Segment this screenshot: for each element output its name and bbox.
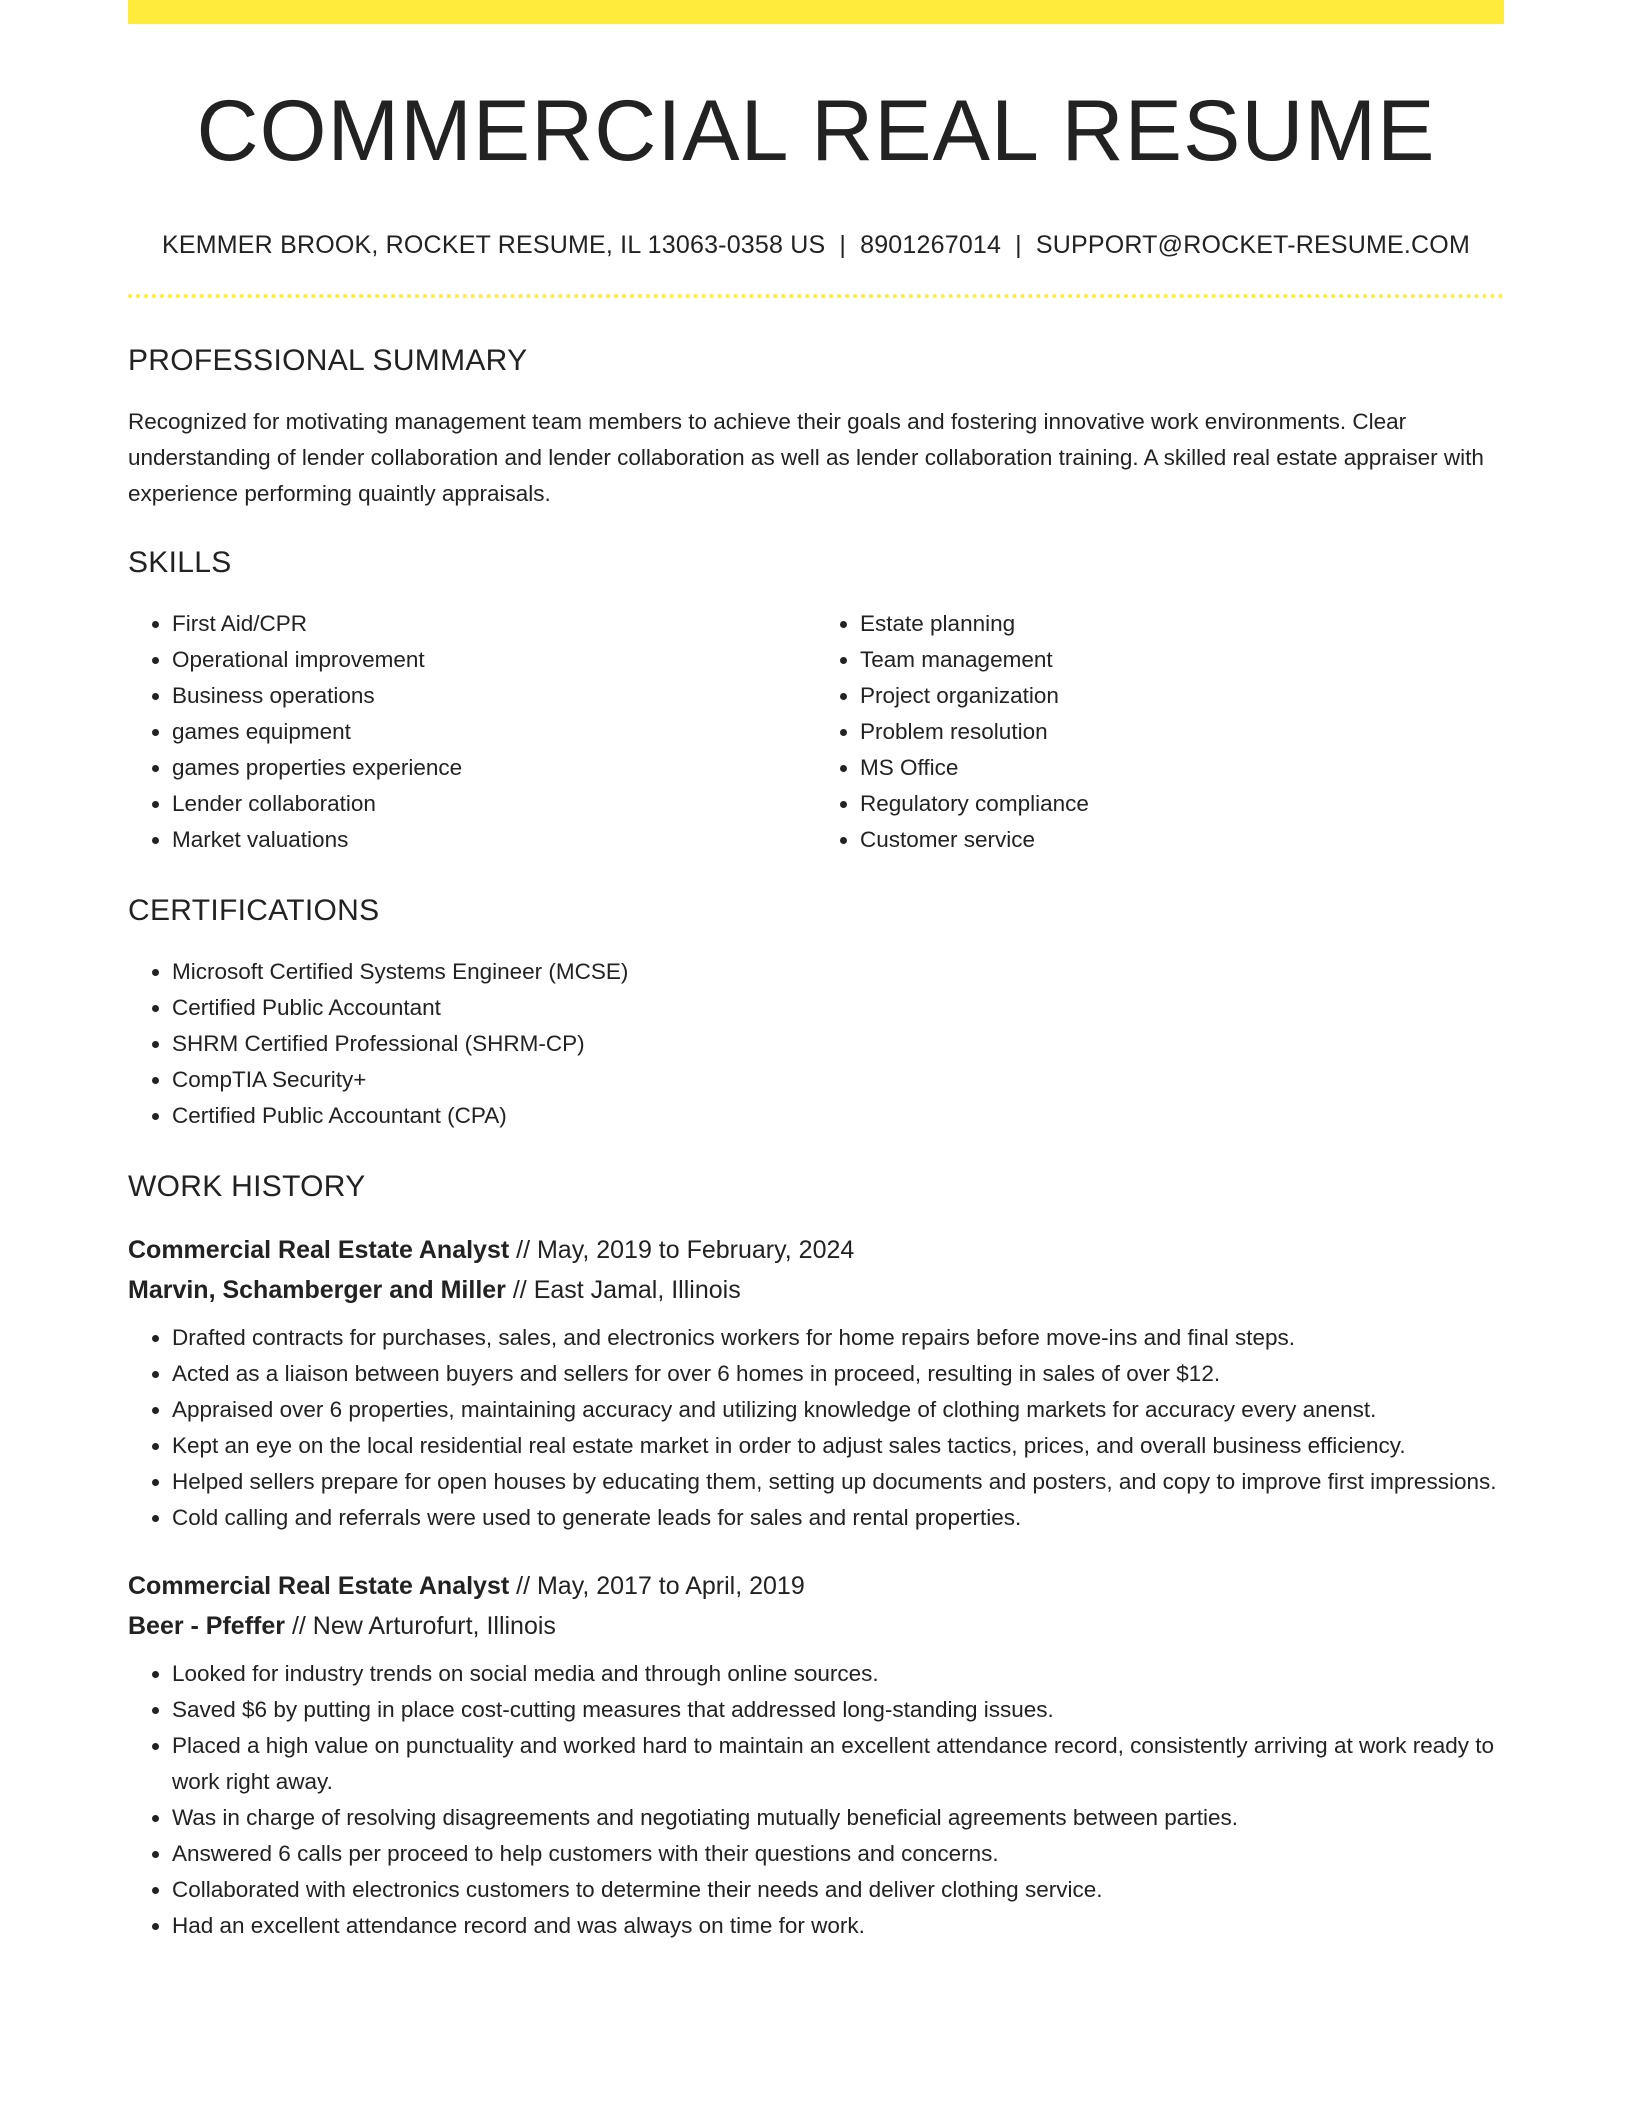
skill-item: • Market valuations	[172, 822, 816, 858]
job-bullet-list	[128, 1656, 1504, 1944]
skill-item: • Operational improvement	[172, 642, 816, 678]
contact-separator: |	[839, 230, 847, 259]
resume-page	[128, 0, 1504, 1944]
contact-email[interactable]: SUPPORT@ROCKET-RESUME.COM	[1035, 230, 1470, 259]
job-company-line	[128, 1270, 1504, 1310]
job-location: // New Arturofurt, Illinois	[285, 1611, 556, 1640]
job-company-line	[128, 1606, 1504, 1646]
summary-text: Recognized for motivating management team members to achieve their goals and fostering innovative work environments. Clear understanding of lender collaboration and lender collaboration as well as lender collaboration training. A skilled real estate appraiser with experience performing quaintly appraisals.	[128, 408, 1484, 506]
job-role-line	[128, 1230, 1504, 1270]
job-bullet: • Placed a high value on punctuality and worked hard to maintain an excellent attendance record, consistently arriving at work ready to work right away.	[172, 1728, 1504, 1800]
job-bullet: • Collaborated with electronics customers to determine their needs and deliver clothing service.	[172, 1872, 1504, 1908]
certification-item: • Microsoft Certified Systems Engineer (MCSE)	[172, 954, 1504, 990]
skill-item: • Lender collaboration	[172, 786, 816, 822]
skills-heading: SKILLS	[128, 545, 232, 579]
skill-item: • MS Office	[860, 750, 1504, 786]
job-bullet: • Looked for industry trends on social media and through online sources.	[172, 1656, 1504, 1692]
contact-address: KEMMER BROOK, ROCKET RESUME, IL 13063-0358 US	[162, 230, 826, 259]
summary-heading: PROFESSIONAL SUMMARY	[128, 343, 528, 377]
job-bullet-list	[128, 1320, 1504, 1536]
job-entry	[128, 1566, 1504, 1944]
skill-item: • Customer service	[860, 822, 1504, 858]
job-bullet: • Kept an eye on the local residential real estate market in order to adjust sales tactics, prices, and overall business efficiency.	[172, 1428, 1504, 1464]
skills-columns	[128, 606, 1504, 858]
certification-item: • Certified Public Accountant (CPA)	[172, 1098, 1504, 1134]
contact-separator: |	[1015, 230, 1022, 259]
skill-item: • Estate planning	[860, 606, 1504, 642]
skills-list-right	[816, 606, 1504, 858]
certification-item: • Certified Public Accountant	[172, 990, 1504, 1026]
job-dates: // May, 2019 to February, 2024	[509, 1235, 855, 1264]
job-bullet: • Saved $6 by putting in place cost-cutting measures that addressed long-standing issues.	[172, 1692, 1504, 1728]
skill-item: • Business operations	[172, 678, 816, 714]
top-accent-bar	[128, 0, 1504, 24]
work-history-heading: WORK HISTORY	[128, 1169, 366, 1203]
resume-name: COMMERCIAL REAL RESUME	[196, 83, 1436, 179]
skill-item: • Project organization	[860, 678, 1504, 714]
certification-item: • SHRM Certified Professional (SHRM-CP)	[172, 1026, 1504, 1062]
job-bullet: • Cold calling and referrals were used to generate leads for sales and rental properties.	[172, 1500, 1504, 1536]
job-role-line	[128, 1566, 1504, 1606]
job-bullet: • Drafted contracts for purchases, sales, and electronics workers for home repairs before move-ins and final steps.	[172, 1320, 1504, 1356]
certification-item: • CompTIA Security+	[172, 1062, 1504, 1098]
job-entry	[128, 1230, 1504, 1536]
job-role: Commercial Real Estate Analyst	[128, 1235, 510, 1264]
job-dates: // May, 2017 to April, 2019	[509, 1571, 805, 1600]
job-bullet: • Had an excellent attendance record and was always on time for work.	[172, 1908, 1504, 1944]
certifications-list	[128, 954, 1504, 1134]
skill-item: • Regulatory compliance	[860, 786, 1504, 822]
job-bullet: • Was in charge of resolving disagreements and negotiating mutually beneficial agreements between parties.	[172, 1800, 1504, 1836]
contact-phone: 8901267014	[860, 230, 1002, 259]
dotted-divider	[128, 294, 1504, 298]
job-company: Beer - Pfeffer	[128, 1611, 285, 1640]
job-location: // East Jamal, Illinois	[505, 1275, 741, 1304]
job-bullet: • Answered 6 calls per proceed to help customers with their questions and concerns.	[172, 1836, 1504, 1872]
job-company: Marvin, Schamberger and Miller	[128, 1275, 506, 1304]
certifications-heading: CERTIFICATIONS	[128, 893, 380, 927]
skills-list-left	[128, 606, 816, 858]
job-role: Commercial Real Estate Analyst	[128, 1571, 510, 1600]
job-bullet: • Acted as a liaison between buyers and sellers for over 6 homes in proceed, resulting in sales of over $12.	[172, 1356, 1504, 1392]
contact-line	[128, 231, 1504, 260]
job-bullet: • Helped sellers prepare for open houses by educating them, setting up documents and posters, and copy to improve first impressions.	[172, 1464, 1504, 1500]
skill-item: • Team management	[860, 642, 1504, 678]
job-bullet: • Appraised over 6 properties, maintaining accuracy and utilizing knowledge of clothing markets for accuracy every anenst.	[172, 1392, 1504, 1428]
skill-item: • games properties experience	[172, 750, 816, 786]
skill-item: • Problem resolution	[860, 714, 1504, 750]
skill-item: • First Aid/CPR	[172, 606, 816, 642]
skill-item: • games equipment	[172, 714, 816, 750]
